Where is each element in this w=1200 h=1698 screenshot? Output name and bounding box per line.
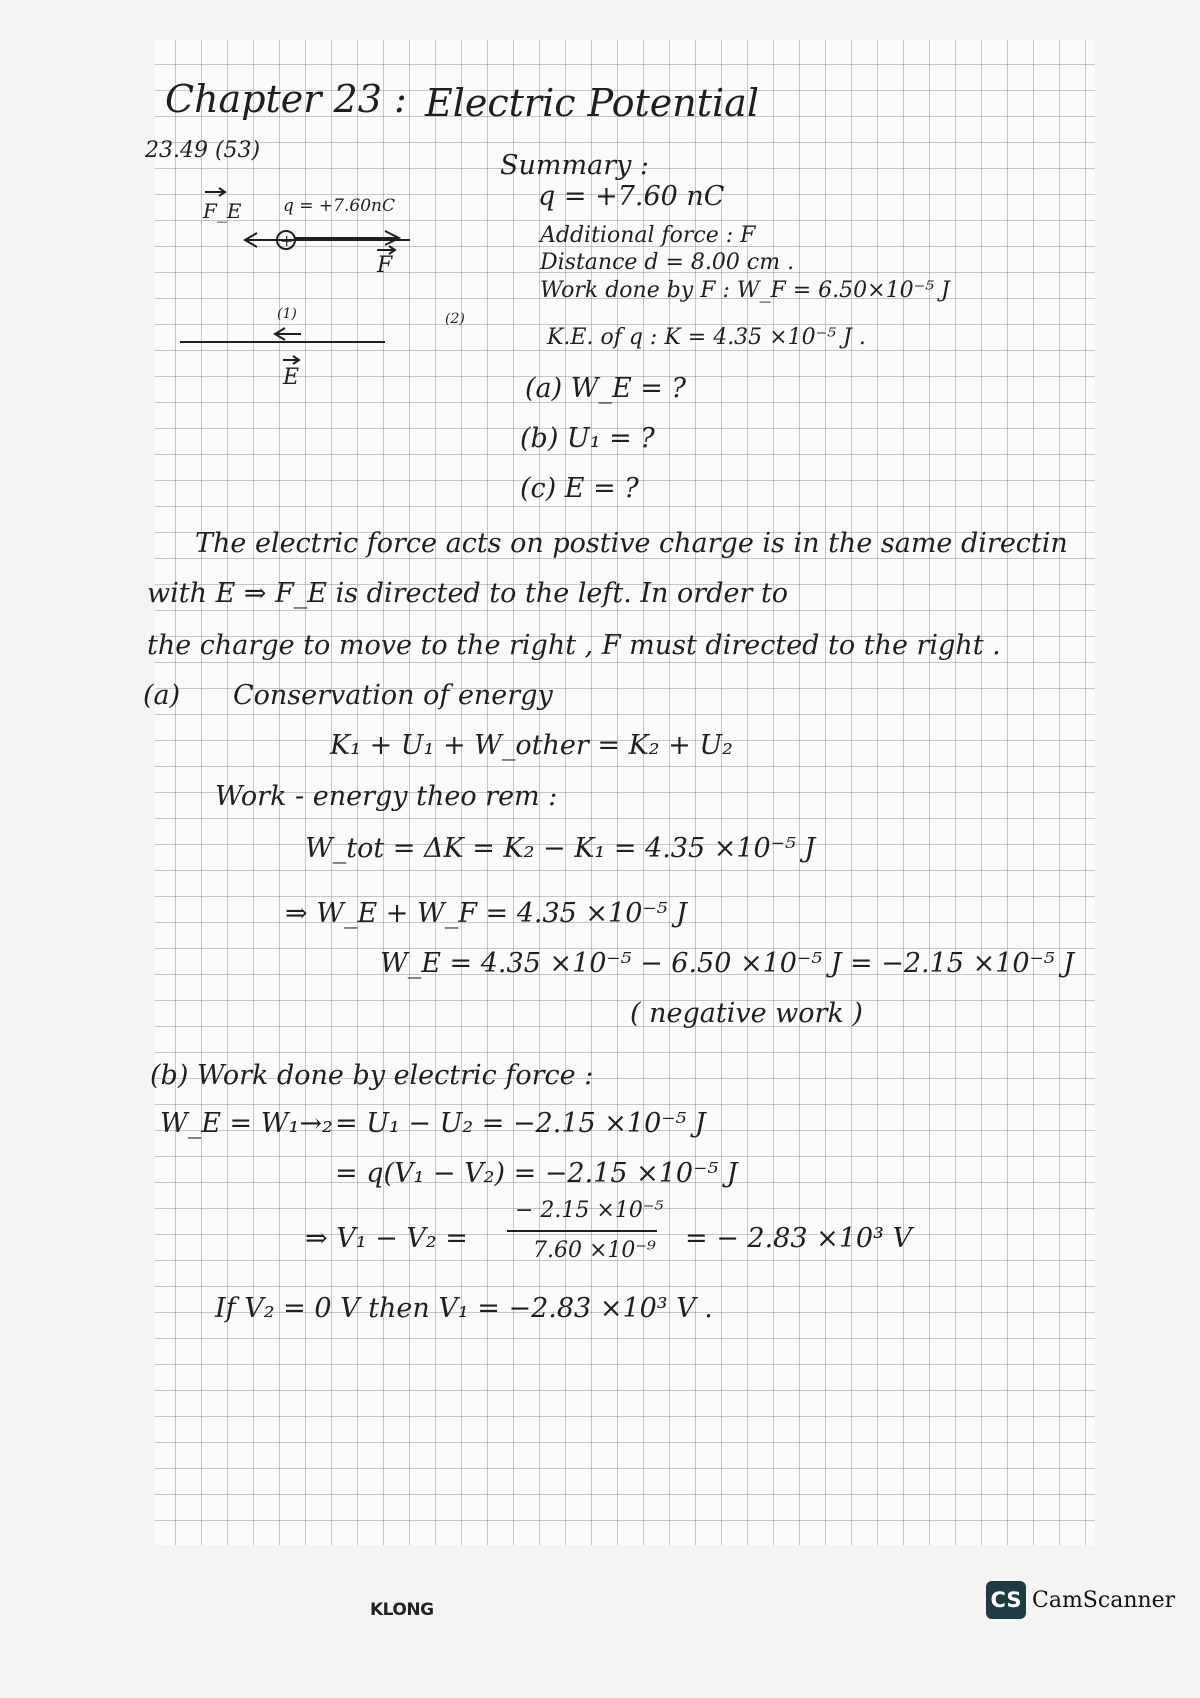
part-a-heading: Conservation of energy <box>233 680 553 711</box>
paragraph-line-2: with E ⇒ F_E is directed to the left. In order to <box>147 578 789 609</box>
summary-work-done: Work done by F : W_F = 6.50×10⁻⁵ J <box>540 278 950 303</box>
question-c: (c) E = ? <box>520 473 639 504</box>
field-label: E <box>283 365 300 390</box>
camscanner-badge: CS <box>986 1581 1026 1619</box>
work-sum-line: ⇒ W_E + W_F = 4.35 ×10⁻⁵ J <box>285 898 687 929</box>
camscanner-logo <box>986 1580 1175 1620</box>
chapter-heading: Chapter 23 : <box>165 77 407 121</box>
charge-sign: + <box>280 231 294 250</box>
part-b-line-4: If V₂ = 0 V then V₁ = −2.83 ×10³ V . <box>215 1293 713 1324</box>
part-b-line-1-right: = U₁ − U₂ = −2.15 ×10⁻⁵ J <box>335 1108 706 1139</box>
question-b: (b) U₁ = ? <box>520 423 655 454</box>
part-b-line-3-lhs: ⇒ V₁ − V₂ = <box>305 1223 468 1254</box>
camscanner-name: CamScanner <box>1032 1587 1176 1613</box>
summary-heading: Summary : <box>500 150 650 181</box>
page-title: Electric Potential <box>425 81 759 125</box>
energy-equation: K₁ + U₁ + W_other = K₂ + U₂ <box>330 730 733 761</box>
problem-number: 23.49 (53) <box>145 138 261 163</box>
part-b-line-3-rhs: = − 2.83 ×10³ V <box>685 1223 912 1254</box>
negative-work-note: ( negative work ) <box>630 998 863 1029</box>
work-electric-line: W_E = 4.35 ×10⁻⁵ − 6.50 ×10⁻⁵ J = −2.15 ×10⁻⁵ J <box>380 948 1075 979</box>
force-label: F <box>377 253 393 278</box>
fraction-bar <box>507 1230 657 1232</box>
charge-label: q = +7.60nC <box>283 196 395 216</box>
question-a: (a) W_E = ? <box>525 373 686 404</box>
part-b-heading: (b) Work done by electric force : <box>150 1060 594 1091</box>
fraction-denominator: 7.60 ×10⁻⁹ <box>533 1238 656 1263</box>
summary-distance: Distance d = 8.00 cm . <box>540 250 795 275</box>
summary-charge: q = +7.60 nC <box>538 181 725 212</box>
fraction-numerator: − 2.15 ×10⁻⁵ <box>515 1198 664 1223</box>
summary-additional-force: Additional force : F <box>540 223 756 248</box>
part-a-label: (a) <box>143 680 181 711</box>
paragraph-line-3: the charge to move to the right , F must directed to the right . <box>147 630 1001 661</box>
point-2-label: (2) <box>445 311 465 327</box>
part-b-line-2: = q(V₁ − V₂) = −2.15 ×10⁻⁵ J <box>335 1158 738 1189</box>
paragraph-line-1: The electric force acts on postive charge is in the same directin <box>195 528 1068 559</box>
part-b-line-1-left: W_E = W₁→₂ <box>160 1108 333 1139</box>
notebook-brand: KLONG <box>370 1600 434 1620</box>
force-e-label: F_E <box>203 199 242 223</box>
work-total-line: W_tot = ΔK = K₂ − K₁ = 4.35 ×10⁻⁵ J <box>305 833 816 864</box>
point-1-label: (1) <box>277 306 297 322</box>
summary-kinetic: K.E. of q : K = 4.35 ×10⁻⁵ J . <box>547 325 866 350</box>
work-energy-heading: Work - energy theo rem : <box>215 781 558 812</box>
